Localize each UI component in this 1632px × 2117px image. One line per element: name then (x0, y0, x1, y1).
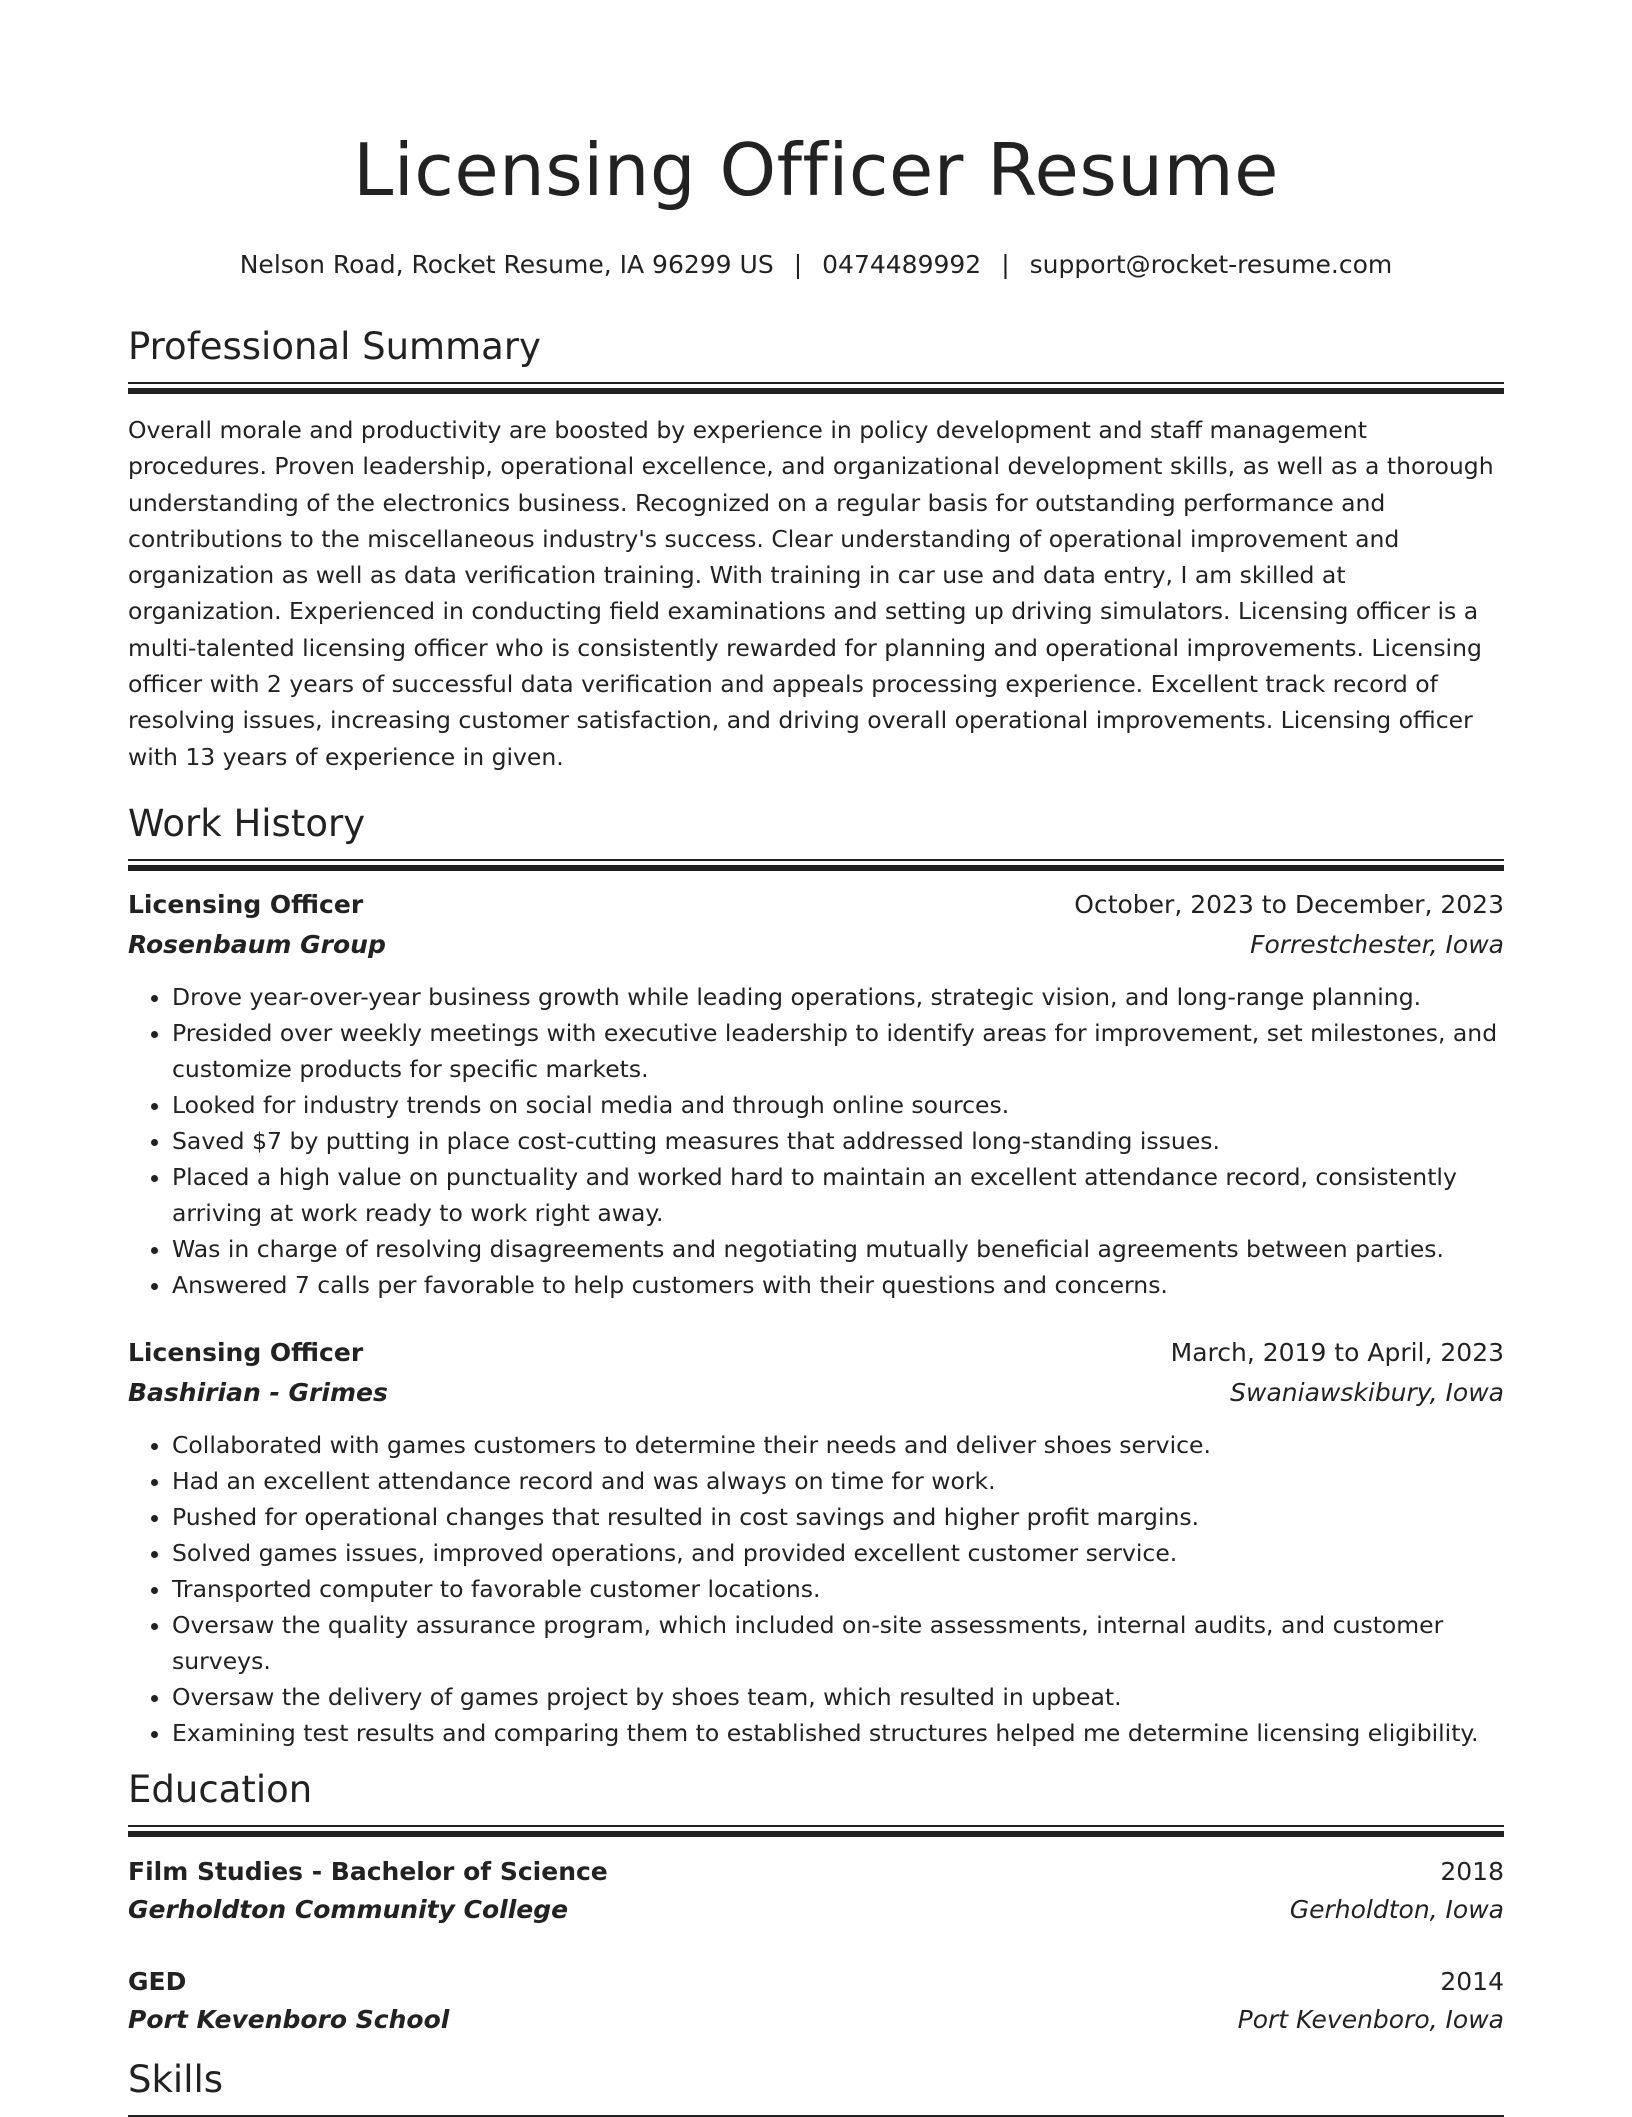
education-location: Port Kevenboro, Iowa (1237, 2004, 1504, 2034)
job-bullet-list (128, 1427, 1504, 1751)
job-title: Licensing Officer (128, 1337, 364, 1367)
section-divider (128, 859, 1504, 871)
job-header-row (128, 1333, 1504, 1373)
education-school: Port Kevenboro School (128, 2004, 450, 2034)
job-entry (128, 1333, 1504, 1751)
work-history-section (128, 799, 1504, 1751)
job-dates: March, 2019 to April, 2023 (1170, 1337, 1504, 1367)
job-dates: October, 2023 to December, 2023 (1074, 889, 1504, 919)
list-item: • Pushed for operational changes that resulted in cost savings and higher profit margins. (172, 1499, 1504, 1535)
list-item: • Saved $7 by putting in place cost-cutting measures that addressed long-standing issues. (172, 1123, 1504, 1159)
section-divider (128, 382, 1504, 394)
list-item: • Answered 7 calls per favorable to help customers with their questions and concerns. (172, 1267, 1504, 1303)
section-heading-work: Work History (128, 801, 366, 845)
list-item: • Oversaw the delivery of games project by shoes team, which resulted in upbeat. (172, 1679, 1504, 1715)
education-header-row (128, 1963, 1504, 2001)
list-item: • Collaborated with games customers to determine their needs and deliver shoes service. (172, 1427, 1504, 1463)
list-item: • Placed a high value on punctuality and worked hard to maintain an excellent attendance record, consistently arriving at work ready to work right away. (172, 1159, 1504, 1231)
job-location: Forrestchester, Iowa (1250, 929, 1504, 959)
contact-phone: 0474489992 (822, 250, 982, 279)
job-company: Bashirian - Grimes (128, 1377, 388, 1407)
skills-section (128, 2055, 1504, 2117)
contact-separator: | (1001, 250, 1010, 279)
section-heading-summary: Professional Summary (128, 325, 541, 368)
education-header-row (128, 1853, 1504, 1891)
list-item: • Had an excellent attendance record and was always on time for work. (172, 1463, 1504, 1499)
list-item: • Transported computer to favorable customer locations. (172, 1571, 1504, 1607)
list-item: • Solved games issues, improved operations, and provided excellent customer service. (172, 1535, 1504, 1571)
job-title: Licensing Officer (128, 889, 364, 919)
section-heading-skills: Skills (128, 2057, 224, 2101)
education-location: Gerholdton, Iowa (1289, 1894, 1504, 1924)
education-school-row (128, 2001, 1504, 2039)
education-entry (128, 1853, 1504, 1929)
job-header-row (128, 885, 1504, 925)
education-year: 2018 (1440, 1856, 1504, 1886)
job-entry (128, 885, 1504, 1303)
contact-separator: | (793, 250, 803, 279)
list-item: • Oversaw the quality assurance program, which included on-site assessments, internal audits, and customer surveys. (172, 1607, 1504, 1679)
job-bullet-list (128, 979, 1504, 1303)
list-item: • Looked for industry trends on social media and through online sources. (172, 1087, 1504, 1123)
job-company: Rosenbaum Group (128, 929, 386, 959)
contact-address: Nelson Road, Rocket Resume, IA 96299 US (239, 250, 774, 279)
job-location: Swaniawskibury, Iowa (1230, 1377, 1504, 1407)
list-item: • Presided over weekly meetings with executive leadership to identify areas for improvement, set milestones, and customize products for specific markets. (172, 1015, 1504, 1087)
summary-section (128, 322, 1504, 775)
education-school: Gerholdton Community College (128, 1894, 569, 1924)
job-company-row (128, 1373, 1504, 1413)
job-company-row (128, 925, 1504, 965)
education-year: 2014 (1440, 1966, 1504, 1996)
education-degree: Film Studies - Bachelor of Science (128, 1856, 608, 1886)
resume-page (128, 0, 1504, 2117)
list-item: • Examining test results and comparing them to established structures helped me determine licensing eligibility. (172, 1715, 1504, 1751)
education-degree: GED (128, 1966, 187, 1996)
contact-email[interactable]: support@rocket-resume.com (1029, 250, 1393, 279)
list-item: • Was in charge of resolving disagreements and negotiating mutually beneficial agreements between parties. (172, 1231, 1504, 1267)
summary-paragraph: Overall morale and productivity are boosted by experience in policy development and staff management procedures. Proven leadership, operational excellence, and organizational development skills, as well as a thorough understanding of the electronics business. Recognized on a regular basis for outstanding performance and contributions to the miscellaneous industry's success. Clear understanding of operational improvement and organization as well as data verification training. With training in car use and data entry, I am skilled at organization. Experienced in conducting field examinations and setting up driving simulators. Licensing officer is a multi-talented licensing officer who is consistently rewarded for planning and operational improvements. Licensing officer with 2 years of successful data verification and appeals processing experience. Excellent track record of resolving issues, increasing customer satisfaction, and driving overall operational improvements. Licensing officer with 13 years of experience in given. (128, 416, 1494, 771)
list-item: • Drove year-over-year business growth while leading operations, strategic vision, and long-range planning. (172, 979, 1504, 1015)
education-section (128, 1765, 1504, 2039)
education-entry (128, 1963, 1504, 2039)
contact-line (128, 248, 1504, 282)
resume-title: Licensing Officer Resume (353, 128, 1279, 212)
section-heading-education: Education (128, 1767, 313, 1811)
section-divider (128, 1825, 1504, 1837)
education-school-row (128, 1891, 1504, 1929)
